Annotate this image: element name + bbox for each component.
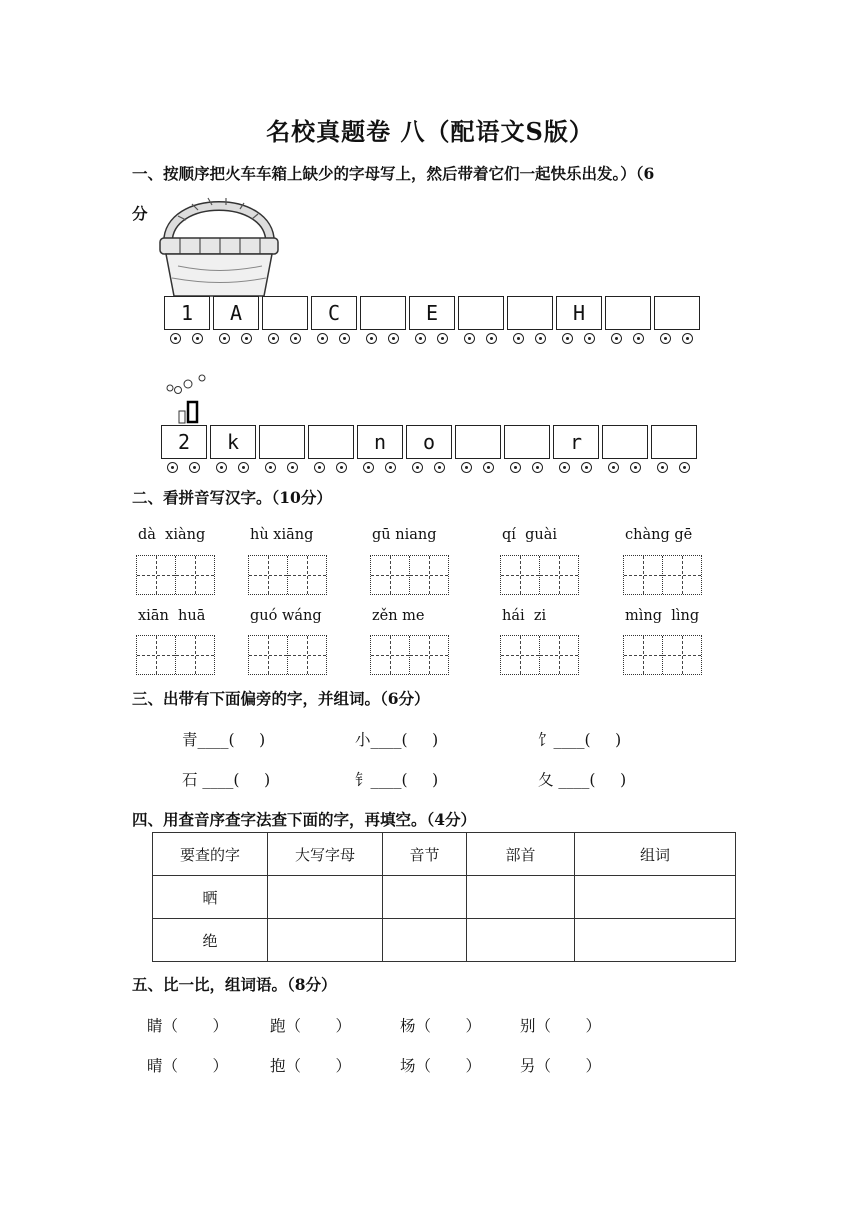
wheel-icon	[559, 462, 570, 473]
radical-item: 饣____( )	[538, 731, 622, 749]
answer-cell[interactable]	[268, 876, 383, 919]
table-row	[153, 919, 736, 962]
compare-item: 晴（ ）	[147, 1057, 228, 1075]
pinyin-label: hái zi	[502, 608, 547, 624]
wheel-icon	[415, 333, 426, 344]
train-car: H	[556, 296, 602, 330]
wheel-icon	[486, 333, 497, 344]
train-car[interactable]	[651, 425, 697, 459]
wheel-icon	[219, 333, 230, 344]
table-cell-char: 绝	[153, 919, 268, 962]
train-car: o	[406, 425, 452, 459]
question-3-heading: 三、出带有下面偏旁的字，并组词。（6分）	[132, 689, 430, 708]
writing-grid[interactable]	[370, 555, 449, 595]
writing-grid[interactable]	[248, 635, 327, 675]
basket-image	[158, 186, 280, 298]
writing-grid[interactable]	[500, 635, 579, 675]
answer-cell[interactable]	[383, 919, 467, 962]
writing-cell[interactable]	[176, 556, 214, 594]
wheel-icon	[535, 333, 546, 344]
dictionary-table	[152, 832, 736, 962]
train-car[interactable]	[605, 296, 651, 330]
wheel-icon	[630, 462, 641, 473]
compare-item: 别（ ）	[520, 1017, 601, 1035]
answer-cell[interactable]	[575, 919, 736, 962]
compare-item: 睛（ ）	[147, 1017, 228, 1035]
radical-item: 青____( )	[182, 731, 266, 749]
wheel-icon	[633, 333, 644, 344]
wheel-icon	[189, 462, 200, 473]
table-header-row	[153, 833, 736, 876]
writing-cell[interactable]	[371, 556, 410, 594]
pinyin-label: chàng gē	[625, 527, 693, 543]
train-car[interactable]	[602, 425, 648, 459]
wheel-icon	[287, 462, 298, 473]
writing-cell[interactable]	[663, 636, 701, 674]
writing-grid[interactable]	[136, 635, 215, 675]
writing-cell[interactable]	[663, 556, 701, 594]
wheel-icon	[660, 333, 671, 344]
wheel-icon	[167, 462, 178, 473]
wheel-icon	[192, 333, 203, 344]
writing-cell[interactable]	[624, 556, 663, 594]
train-car[interactable]	[259, 425, 305, 459]
table-header: 组词	[575, 833, 736, 876]
question-1-heading: 一、按顺序把火车车箱上缺少的字母写上，然后带着它们一起快乐出发。）（6	[132, 164, 655, 183]
writing-grid[interactable]	[370, 635, 449, 675]
writing-grid[interactable]	[623, 555, 702, 595]
wheel-icon	[581, 462, 592, 473]
train-car: 2	[161, 425, 207, 459]
wheel-icon	[363, 462, 374, 473]
pinyin-label: hù xiāng	[250, 527, 314, 543]
compare-item: 跑（ ）	[270, 1017, 351, 1035]
wheel-icon	[608, 462, 619, 473]
table-cell-char: 晒	[153, 876, 268, 919]
question-1-heading-cont: 分	[132, 204, 148, 223]
radical-item: 石 ____( )	[182, 771, 271, 789]
writing-cell[interactable]	[410, 636, 448, 674]
wheel-icon	[584, 333, 595, 344]
question-4-heading: 四、用查音序查字法查下面的字，再填空。（4分）	[132, 810, 477, 829]
wheel-icon	[265, 462, 276, 473]
wheel-icon	[241, 333, 252, 344]
train-car: r	[553, 425, 599, 459]
table-header: 部首	[467, 833, 575, 876]
writing-cell[interactable]	[249, 556, 288, 594]
page-title: 名校真题卷 八（配语文S版）	[266, 117, 594, 146]
compare-item: 另（ ）	[520, 1057, 601, 1075]
wheel-icon	[290, 333, 301, 344]
wheel-icon	[317, 333, 328, 344]
writing-cell[interactable]	[624, 636, 663, 674]
wheel-icon	[532, 462, 543, 473]
wheel-icon	[510, 462, 521, 473]
train-car[interactable]	[308, 425, 354, 459]
table-header: 要查的字	[153, 833, 268, 876]
wheel-icon	[388, 333, 399, 344]
pinyin-label: xiān huā	[138, 608, 206, 624]
wheel-icon	[434, 462, 445, 473]
wheel-icon	[611, 333, 622, 344]
answer-cell[interactable]	[467, 876, 575, 919]
train-car[interactable]	[654, 296, 700, 330]
writing-cell[interactable]	[501, 636, 540, 674]
train-car[interactable]	[360, 296, 406, 330]
answer-cell[interactable]	[575, 876, 736, 919]
compare-item: 场（ ）	[400, 1057, 481, 1075]
pinyin-label: zěn me	[372, 608, 425, 624]
pinyin-label: guó wáng	[250, 608, 322, 624]
wheel-icon	[513, 333, 524, 344]
pinyin-label: dà xiàng	[138, 527, 206, 543]
table-header: 音节	[383, 833, 467, 876]
wheel-icon	[682, 333, 693, 344]
wheel-icon	[412, 462, 423, 473]
table-header: 大写字母	[268, 833, 383, 876]
answer-cell[interactable]	[467, 919, 575, 962]
wheel-icon	[268, 333, 279, 344]
train-car: E	[409, 296, 455, 330]
pinyin-label: mìng lìng	[625, 608, 700, 624]
wheel-icon	[216, 462, 227, 473]
radical-item: 钅____( )	[355, 771, 439, 789]
compare-item: 抱（ ）	[270, 1057, 351, 1075]
table-row	[153, 876, 736, 919]
train-car: A	[213, 296, 259, 330]
wheel-icon	[385, 462, 396, 473]
writing-cell[interactable]	[137, 636, 176, 674]
writing-cell[interactable]	[288, 556, 326, 594]
writing-grid[interactable]	[500, 555, 579, 595]
wheel-icon	[461, 462, 472, 473]
radical-item: 小____( )	[355, 731, 439, 749]
question-5-heading: 五、比一比，组词语。（8分）	[132, 975, 337, 994]
train-car[interactable]	[262, 296, 308, 330]
wheel-icon	[339, 333, 350, 344]
pinyin-label: gū niang	[372, 527, 437, 543]
writing-cell[interactable]	[137, 556, 176, 594]
train-car: n	[357, 425, 403, 459]
pinyin-label: qí guài	[502, 527, 558, 543]
writing-cell[interactable]	[249, 636, 288, 674]
wheel-icon	[336, 462, 347, 473]
train-car: k	[210, 425, 256, 459]
writing-cell[interactable]	[540, 556, 578, 594]
train-car[interactable]	[504, 425, 550, 459]
wheel-icon	[314, 462, 325, 473]
wheel-icon	[679, 462, 690, 473]
train-car: 1	[164, 296, 210, 330]
train-car[interactable]	[507, 296, 553, 330]
writing-grid[interactable]	[623, 635, 702, 675]
wheel-icon	[483, 462, 494, 473]
train-car[interactable]	[455, 425, 501, 459]
writing-cell[interactable]	[371, 636, 410, 674]
wheel-icon	[170, 333, 181, 344]
compare-item: 杨（ ）	[400, 1017, 481, 1035]
writing-grid[interactable]	[248, 555, 327, 595]
wheel-icon	[437, 333, 448, 344]
wheel-icon	[366, 333, 377, 344]
wheel-icon	[562, 333, 573, 344]
answer-cell[interactable]	[268, 919, 383, 962]
writing-grid[interactable]	[136, 555, 215, 595]
train-chimney-icon	[164, 372, 214, 424]
writing-cell[interactable]	[540, 636, 578, 674]
writing-cell[interactable]	[501, 556, 540, 594]
radical-item: 夂 ____( )	[538, 771, 627, 789]
train-car[interactable]	[458, 296, 504, 330]
wheel-icon	[464, 333, 475, 344]
writing-cell[interactable]	[288, 636, 326, 674]
wheel-icon	[657, 462, 668, 473]
writing-cell[interactable]	[176, 636, 214, 674]
answer-cell[interactable]	[383, 876, 467, 919]
train-car: C	[311, 296, 357, 330]
question-2-heading: 二、看拼音写汉字。（10分）	[132, 488, 332, 507]
wheel-icon	[238, 462, 249, 473]
writing-cell[interactable]	[410, 556, 448, 594]
